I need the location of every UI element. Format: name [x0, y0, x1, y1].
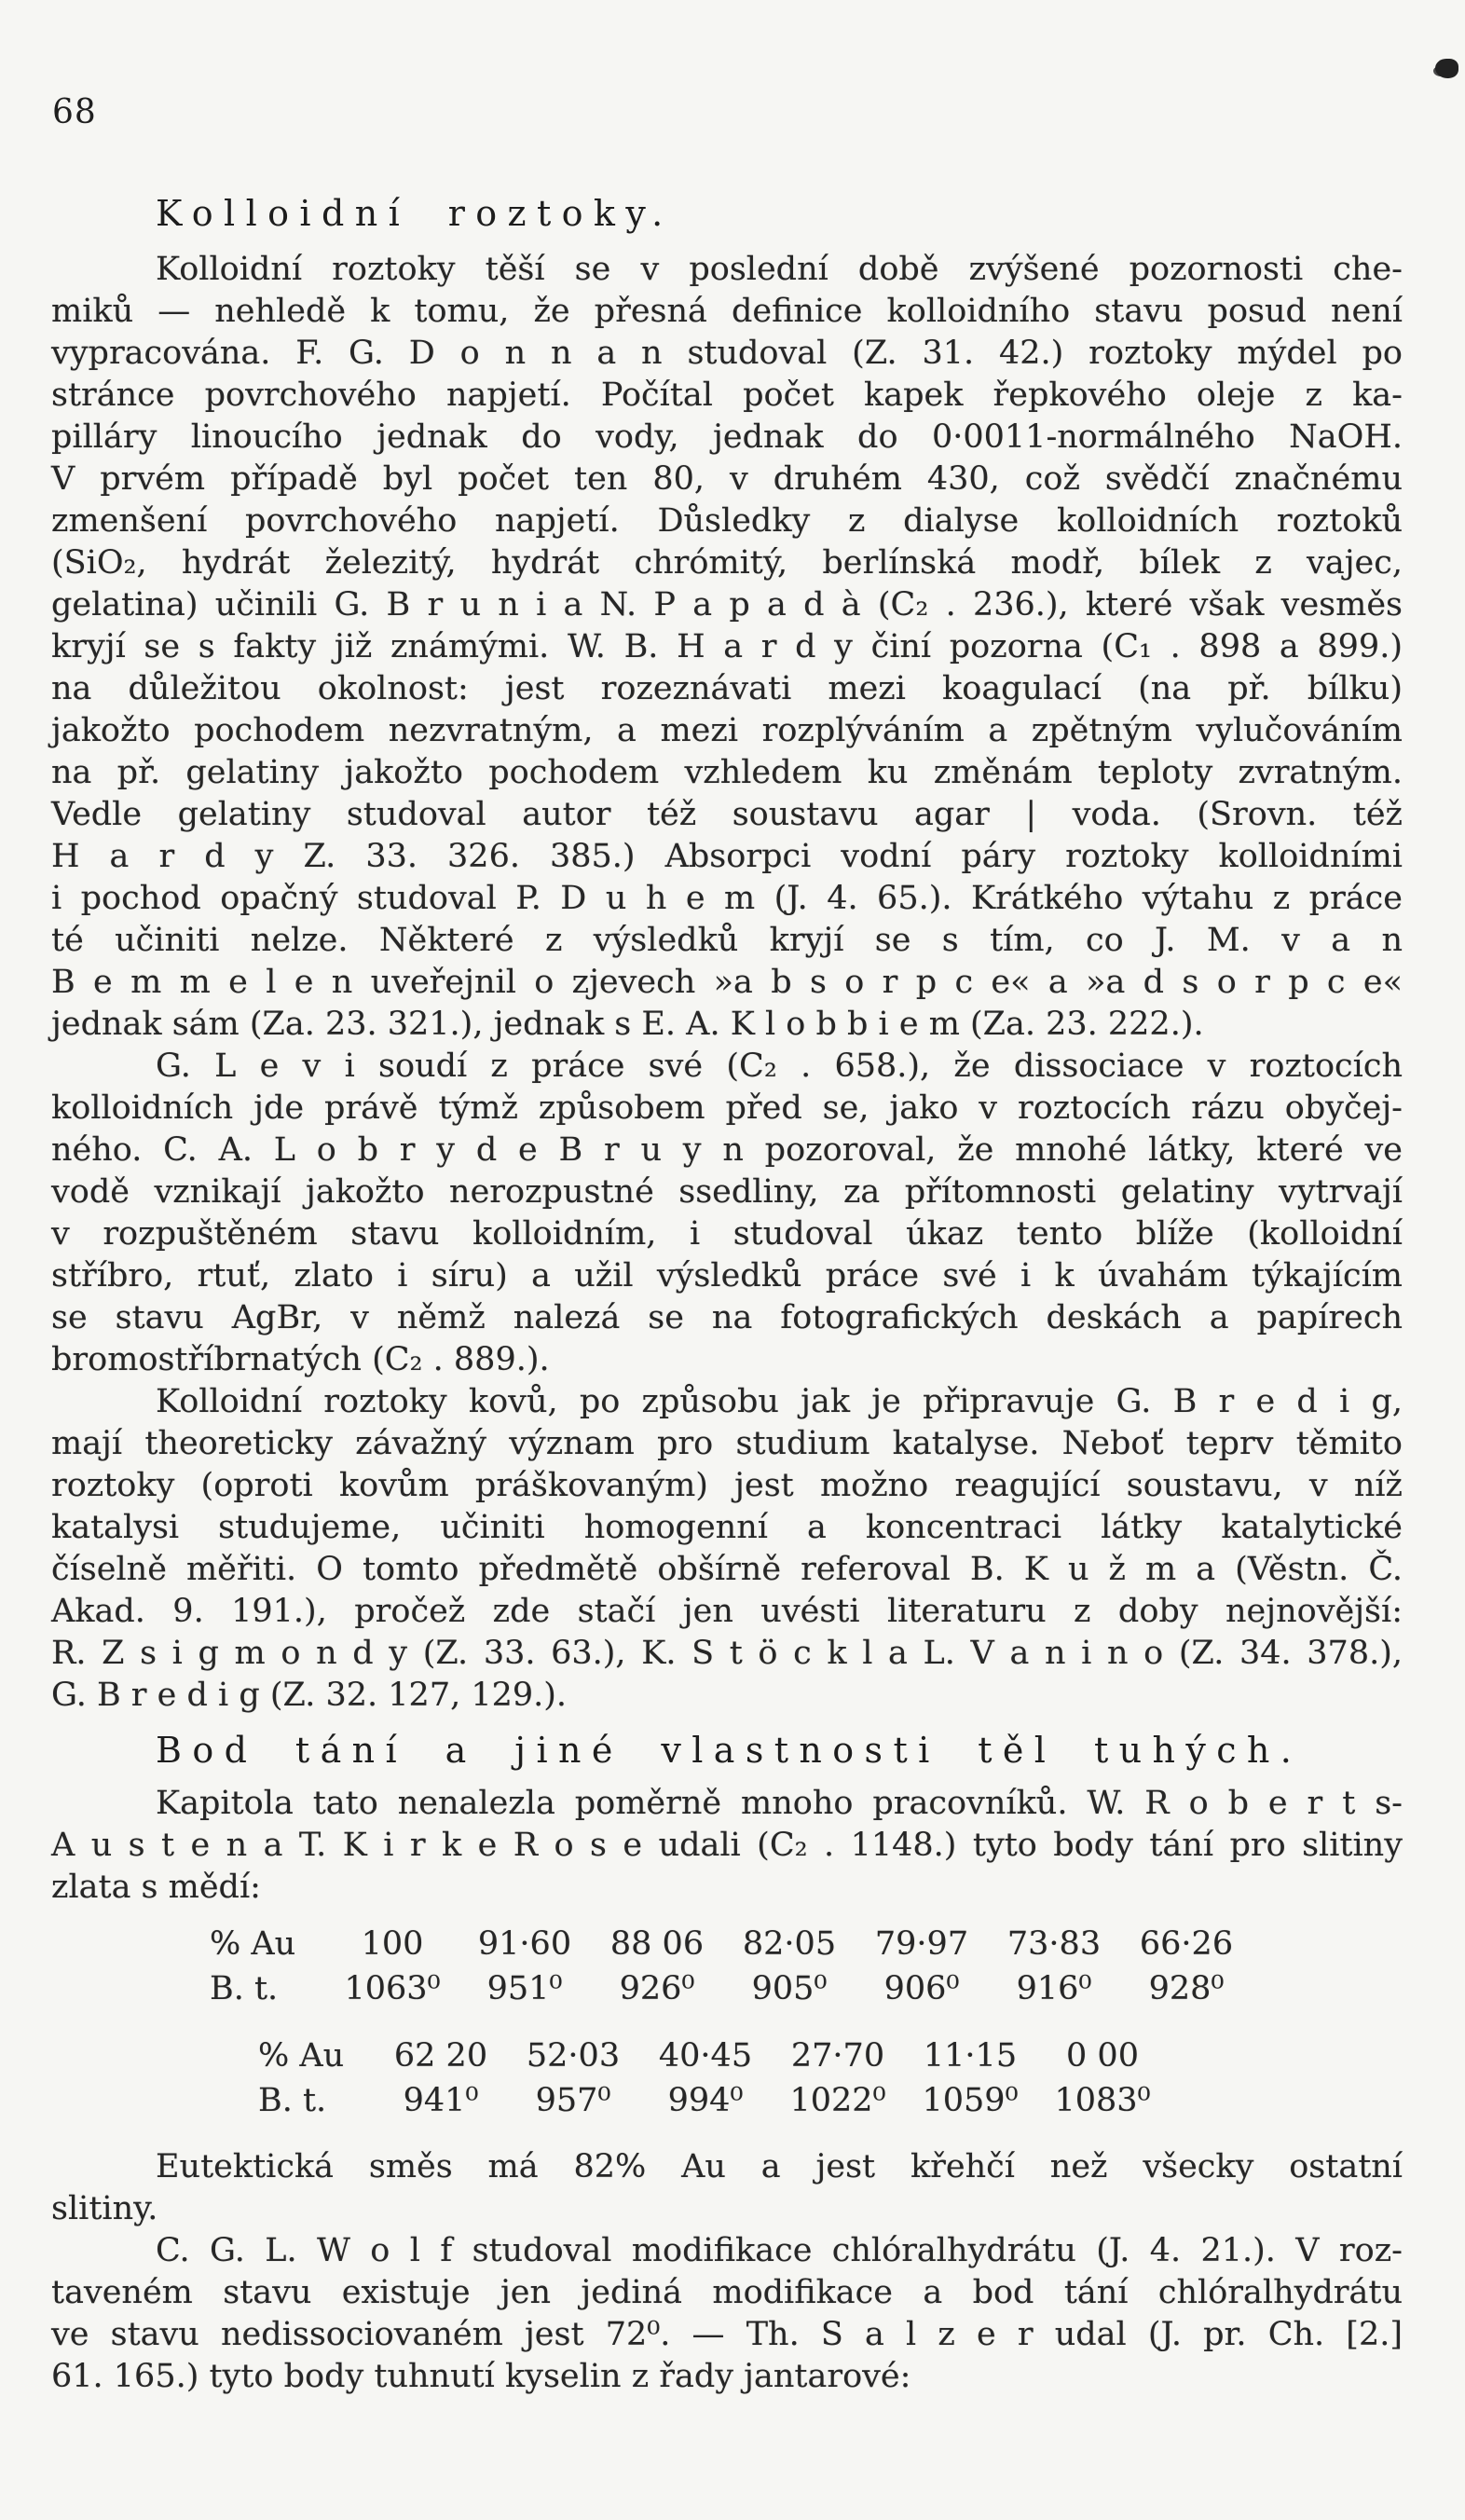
- text-line: Eutektická směs má 82% Au a jest křehčí než všecky ostatní: [156, 2148, 1403, 2185]
- text-line: té učiniti nelze. Některé z výsledků kryjí se s tím, co J. M. v a n: [51, 922, 1403, 959]
- paragraph-2: [51, 1046, 1403, 1381]
- text-line: G. B r e d i g (Z. 32. 127, 129.).: [51, 1677, 568, 1714]
- table-cell: 1063⁰: [344, 1970, 441, 2007]
- text-line: jakožto pochodem nezvratným, a mezi rozplýváním a zpětným vylučováním: [51, 712, 1403, 749]
- gold-copper-melting-table-2: [258, 2034, 1403, 2123]
- text-line: na důležitou okolnost: jest rozeznávati mezi koagulací (na př. bílku): [51, 670, 1403, 707]
- table-cell: 62 20: [393, 2037, 488, 2075]
- text-line: 61. 165.) tyto body tuhnutí kyselin z řady jantarové:: [51, 2358, 911, 2395]
- table-cell: 926⁰: [619, 1970, 695, 2007]
- table-cell: 1022⁰: [789, 2082, 886, 2119]
- table-cell: 994⁰: [667, 2082, 744, 2119]
- text-line: kryjí se s fakty již známými. W. B. H a r d y činí pozorna (C₁ . 898 a 899.): [51, 628, 1403, 665]
- text-line: vypracována. F. G. D o n n a n studoval (Z. 31. 42.) roztoky mýdel po: [51, 335, 1403, 372]
- text-line: R. Z s i g m o n d y (Z. 33. 63.), K. S t ö c k l a L. V a n i n o (Z. 34. 378.),: [51, 1635, 1403, 1672]
- text-line: Kapitola tato nenalezla poměrně mnoho pracovníků. W. R o b e r t s-: [156, 1785, 1403, 1822]
- paragraph-1: [51, 249, 1403, 1046]
- table-cell: 82·05: [742, 1925, 837, 1963]
- table-cell: 11·15: [923, 2037, 1018, 2075]
- text-line: i pochod opačný studoval P. D u h e m (J. 4. 65.). Krátkého výtahu z práce: [51, 880, 1403, 917]
- table-cell: 1059⁰: [922, 2082, 1019, 2119]
- page-number: 68: [52, 93, 97, 131]
- table-row-melting-point: [258, 2078, 1403, 2123]
- table-cell: 906⁰: [883, 1970, 960, 2007]
- text-line: taveném stavu existuje jen jediná modifikace a bod tání chlóralhydrátu: [51, 2274, 1403, 2311]
- text-line: Akad. 9. 191.), pročež zde stačí jen uvésti literaturu z doby nejnovější:: [51, 1593, 1403, 1630]
- section-title-bod-tani: Bod tání a jiné vlastnosti těl tuhých.: [156, 1730, 1303, 1771]
- text-line: H a r d y Z. 33. 326. 385.) Absorpci vodní páry roztoky kolloidními: [51, 838, 1403, 875]
- table-cell: 951⁰: [486, 1970, 563, 2007]
- text-line: kolloidních jde právě týmž způsobem před se, jako v roztocích rázu obyčej-: [51, 1089, 1403, 1127]
- table-row-percent-au: [210, 1922, 1403, 1966]
- text-line: Kolloidní roztoky těší se v poslední době zvýšené pozornosti che-: [156, 251, 1403, 288]
- table-cell: 27·70: [790, 2037, 885, 2075]
- text-line: zlata s mědí:: [51, 1869, 261, 1906]
- text-line: (SiO₂, hydrát železitý, hydrát chrómitý, berlínská modř, bílek z vajec,: [51, 544, 1403, 582]
- row-label: B. t.: [258, 2082, 327, 2119]
- text-line: stránce povrchového napjetí. Počítal počet kapek řepkového oleje z ka-: [51, 377, 1403, 414]
- row-label: B. t.: [210, 1970, 279, 2007]
- text-line: roztoky (oproti kovům práškovaným) jest možno reagující soustavu, v níž: [51, 1467, 1403, 1504]
- text-line: gelatina) učinili G. B r u n i a N. P a p a d à (C₂ . 236.), které však vesměs: [51, 586, 1403, 623]
- text-line: stříbro, rtuť, zlato i síru) a užil výsledků práce své i k úvahám týkajícím: [51, 1257, 1403, 1294]
- text-line: na př. gelatiny jakožto pochodem vzhledem ku změnám teploty zvratným.: [51, 754, 1403, 791]
- table-cell: 0 00: [1066, 2037, 1139, 2075]
- text-line: se stavu AgBr, v němž nalezá se na fotografických deskách a papírech: [51, 1299, 1403, 1336]
- text-column: [51, 191, 1403, 2398]
- text-line: miků — nehledě k tomu, že přesná definice kolloidního stavu posud není: [51, 293, 1403, 330]
- text-line: G. L e v i soudí z práce své (C₂ . 658.), že dissociace v roztocích: [156, 1048, 1403, 1085]
- text-line: Vedle gelatiny studoval autor též soustavu agar | voda. (Srovn. též: [51, 796, 1403, 833]
- paragraph-4: [51, 1783, 1403, 1909]
- text-line: katalysi studujeme, učiniti homogenní a koncentraci látky katalytické: [51, 1509, 1403, 1546]
- text-line: V prvém případě byl počet ten 80, v druhém 430, což svědčí značnému: [51, 460, 1403, 498]
- table-row-melting-point: [210, 1966, 1403, 2011]
- text-line: Kolloidní roztoky kovů, po způsobu jak je připravuje G. B r e d i g,: [156, 1383, 1403, 1420]
- paragraph-3: [51, 1381, 1403, 1717]
- text-line: jednak sám (Za. 23. 321.), jednak s E. A. K l o b b i e m (Za. 23. 222.).: [51, 1006, 1204, 1043]
- table-cell: 905⁰: [751, 1970, 828, 2007]
- gold-copper-melting-table-1: [210, 1922, 1403, 2011]
- table-row-percent-au: [258, 2034, 1403, 2078]
- table-cell: 52·03: [526, 2037, 621, 2075]
- text-line: ve stavu nedissociovaném jest 72⁰. — Th. S a l z e r udal (J. pr. Ch. [2.]: [51, 2316, 1403, 2353]
- text-line: C. G. L. W o l f studoval modifikace chlóralhydrátu (J. 4. 21.). V roz-: [156, 2232, 1403, 2269]
- row-label: % Au: [258, 2037, 345, 2075]
- section-title-kolloidni-roztoky: Kolloidní roztoky.: [156, 193, 674, 234]
- table-cell: 79·97: [874, 1925, 969, 1963]
- text-line: vodě vznikají jakožto nerozpustné ssedliny, za přítomnosti gelatiny vytrvají: [51, 1173, 1403, 1211]
- table-cell: 91·60: [477, 1925, 572, 1963]
- text-line: v rozpuštěném stavu kolloidním, i studoval úkaz tento blíže (kolloidní: [51, 1215, 1403, 1253]
- table-cell: 916⁰: [1016, 1970, 1092, 2007]
- paragraph-6: [51, 2230, 1403, 2398]
- table-cell: 941⁰: [403, 2082, 479, 2119]
- text-line: mají theoreticky závažný význam pro studium katalyse. Neboť teprv těmito: [51, 1425, 1403, 1462]
- table-cell: 100: [361, 1925, 424, 1963]
- table-cell: 40·45: [658, 2037, 753, 2075]
- text-line: B e m m e l e n uveřejnil o zjevech »a b s o r p c e« a »a d s o r p c e«: [51, 964, 1403, 1001]
- ink-blot-artifact: [1435, 59, 1458, 78]
- table-cell: 73·83: [1006, 1925, 1102, 1963]
- table-cell: 1083⁰: [1054, 2082, 1151, 2119]
- paragraph-5: [51, 2146, 1403, 2230]
- table-cell: 88 06: [609, 1925, 705, 1963]
- text-line: pilláry linoucího jednak do vody, jednak do 0·0011-normálného NaOH.: [51, 418, 1403, 456]
- text-line: ného. C. A. L o b r y d e B r u y n pozoroval, že mnohé látky, které ve: [51, 1131, 1403, 1169]
- text-line: číselně měřiti. O tomto předmětě obšírně referoval B. K u ž m a (Věstn. Č.: [51, 1551, 1403, 1588]
- text-line: zmenšení povrchového napjetí. Důsledky z dialyse kolloidních roztoků: [51, 502, 1403, 540]
- row-label: % Au: [210, 1925, 296, 1963]
- table-cell: 957⁰: [535, 2082, 611, 2119]
- text-line: slitiny.: [51, 2190, 158, 2227]
- text-line: bromostříbrnatých (C₂ . 889.).: [51, 1341, 550, 1378]
- table-cell: 928⁰: [1148, 1970, 1225, 2007]
- table-cell: 66·26: [1139, 1925, 1234, 1963]
- text-line: A u s t e n a T. K i r k e R o s e udali (C₂ . 1148.) tyto body tání pro slitiny: [51, 1827, 1403, 1864]
